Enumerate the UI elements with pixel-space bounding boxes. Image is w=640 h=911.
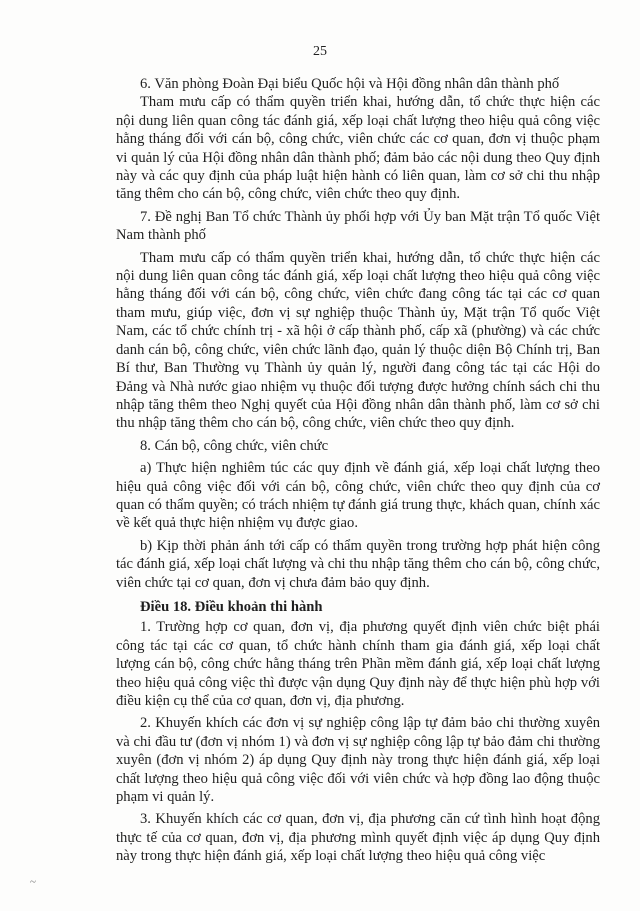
article-18-clause-3: 3. Khuyến khích các cơ quan, đơn vị, địa phương căn cứ tình hình hoạt động thực tế của cơ quan, đơn vị, địa phương mình quyết định việc áp dụng Quy định này trong thực hiện đánh giá, xếp loại chất lượng theo hiệu quả công việc [116, 811, 600, 865]
item-8-title: 8. Cán bộ, công chức, viên chức [140, 437, 329, 454]
document-body [116, 75, 600, 866]
item-6-body: Tham mưu cấp có thẩm quyền triển khai, hướng dẫn, tổ chức thực hiện các nội dung liên quan công tác đánh giá, xếp loại chất lượng theo hiệu quả công việc hằng tháng đối với cán bộ, công chức, viên chức các cơ quan, đơn vị thuộc phạm vi quản lý của Hội đồng nhân dân thành phố; đảm bảo các nội dung theo Quy định này và các quy định của pháp luật hiện hành có liên quan, làm cơ sở chi thu nhập tăng thêm cho cán bộ, công chức, viên chức theo quy định. [116, 94, 600, 203]
article-18-heading: Điều 18. Điều khoản thi hành [140, 598, 323, 615]
item-6-title: 6. Văn phòng Đoàn Đại biểu Quốc hội và Hội đồng nhân dân thành phố [140, 76, 560, 92]
article-18-clause-1: 1. Trường hợp cơ quan, đơn vị, địa phương quyết định viên chức biệt phái công tác tại các cơ quan, tổ chức hành chính tham gia đánh giá, xếp loại chất lượng cán bộ, công chức hằng tháng trên Phần mềm đánh giá, xếp loại chất lượng theo hiệu quả công việc thì được vận dụng Quy định này để thực hiện phù hợp với điều kiện cụ thể của cơ quan, đơn vị, địa phương. [116, 619, 600, 709]
article-18-clause-2: 2. Khuyến khích các đơn vị sự nghiệp công lập tự đảm bảo chi thường xuyên và chi đầu tư (đơn vị nhóm 1) và đơn vị sự nghiệp công lập tự bảo đảm chi thường xuyên (đơn vị nhóm 2) áp dụng Quy định này trong thực hiện đánh giá, xếp loại chất lượng theo hiệu quả công việc đối với viên chức và hợp đồng lao động thuộc phạm vi quản lý. [116, 715, 600, 806]
margin-mark: ~ [30, 876, 36, 888]
item-7-title: 7. Đề nghị Ban Tổ chức Thành ủy phối hợp với Ủy ban Mặt trận Tổ quốc Việt Nam thành phố [116, 208, 600, 244]
item-8b-body: b) Kịp thời phản ánh tới cấp có thẩm quyền trong trường hợp phát hiện công tác đánh giá, xếp loại chất lượng và chi thu nhập tăng thêm cho cán bộ, công chức, viên chức tại cơ quan, đơn vị chưa đảm bảo quy định. [116, 537, 600, 591]
item-8a-body: a) Thực hiện nghiêm túc các quy định về đánh giá, xếp loại chất lượng theo hiệu quả công việc đối với cán bộ, công chức, viên chức theo quy định của cơ quan có thẩm quyền; có trách nhiệm tự đánh giá trung thực, khách quan, chính xác về kết quả thực hiện nhiệm vụ được giao. [116, 460, 600, 532]
item-7-body: Tham mưu cấp có thẩm quyền triển khai, hướng dẫn, tổ chức thực hiện các nội dung liên quan công tác đánh giá, xếp loại chất lượng theo hiệu quả công việc hằng tháng đối với cán bộ, công chức, viên chức đang công tác tại các cơ quan tham mưu, giúp việc, đơn vị sự nghiệp thuộc Thành ủy, Mặt trận Tổ quốc Việt Nam, các tổ chức chính trị - xã hội ở cấp thành phố, cấp xã (phường) và các chức danh cán bộ, công chức, viên chức lãnh đạo, quản lý thuộc diện Bộ Chính trị, Ban Bí thư, Ban Thường vụ Thành ủy quản lý, người đang công tác tại các Hội do Đảng và Nhà nước giao nhiệm vụ thuộc đối tượng được hưởng chính sách chi thu nhập tăng thêm theo Nghị quyết của Hội đồng nhân dân thành phố, làm cơ sở chi thu nhập tăng thêm cho cán bộ, công chức, viên chức theo quy định. [116, 249, 600, 432]
page-number: 25 [313, 44, 327, 59]
